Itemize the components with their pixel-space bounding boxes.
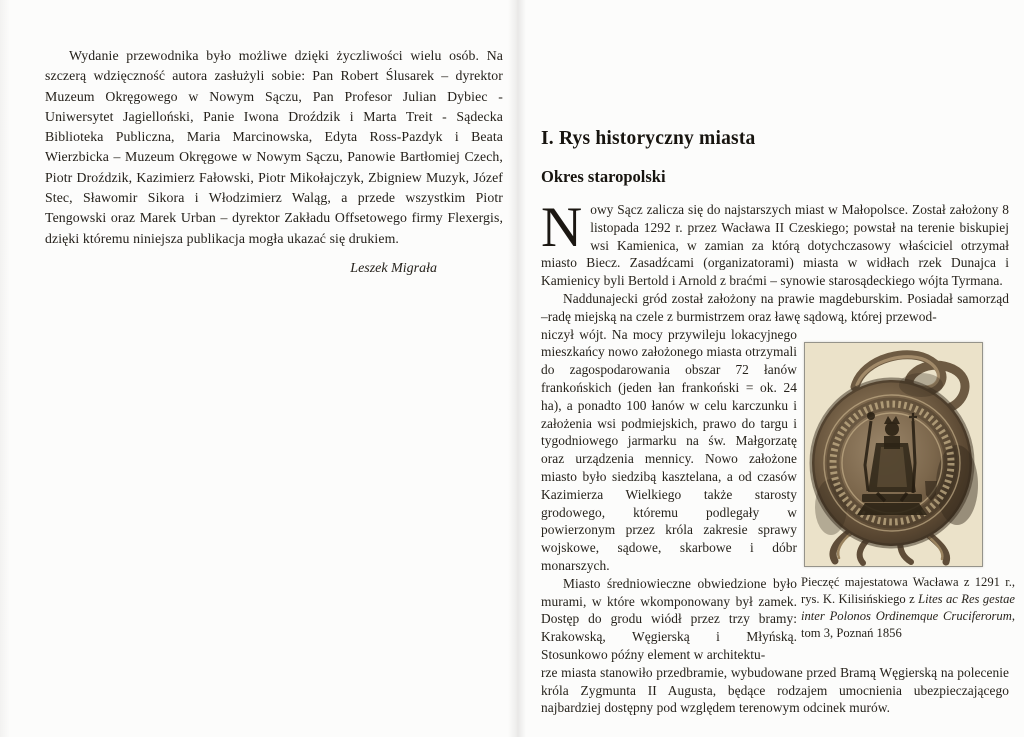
page-gutter-shadow — [508, 0, 526, 737]
opening-paragraph — [541, 196, 1009, 290]
author-signature: Leszek Migrała — [350, 260, 437, 276]
paragraph-magdeburg-fullwidth: Naddunajecki gród został założony na prawie magdeburskim. Posiadał samorząd –radę miejską na czele z burmistrzem oraz ławę sądową, której przewod- — [541, 290, 1009, 324]
scan-left-edge — [0, 0, 10, 737]
figure-caption — [801, 574, 1015, 642]
paragraph-magdeburg-wrapped: niczył wójt. Na mocy przywileju lokacyjnego mieszkańcy nowo założonego miasta otrzymali do zagospodarowania obszar 72 łanów frankońskich (jeden łan frankoński = ok. 24 ha), a ponadto 100 łanów w celu karczunku i założenia wsi podmiejskich, prawo do targu i tygodniowego jarmarku na św. Małgorzatę oraz urządzenia mennicy. Nowo założone miasto było siedzibą kasztelana, a od czasów Kazimierza Wielkiego także starosty grodowego, któremu podlegały w powierzonym przez króla zakresie sprawy wojskowe, sądowe, skarbowe i dóbr monarszych. — [541, 326, 797, 573]
wax-seal-image — [805, 343, 982, 566]
seal-figure — [804, 342, 983, 567]
page-left — [45, 46, 503, 277]
caption-text-start: Pieczęć majestatowa Wacława z 1291 r., rys. K. Kilisińskiego z — [801, 575, 1015, 606]
caption-source-title: Lites ac Res gestae inter Polonos Ordinemque Cruciferorum — [801, 592, 1015, 623]
paragraph-medieval-town-fullwidth: rze miasta stanowiło przedbramie, wybudowane przed Bramą Węgierską na polecenie króla Zygmunta II Augusta, będące rodzajem umocnienia ubezpieczającego najbardziej dostępny pod względem terenowym odcinek murów. — [541, 664, 1009, 716]
caption-text-end: , tom 3, Poznań 1856 — [801, 609, 1015, 640]
drop-cap: N — [541, 196, 583, 259]
page-right — [541, 128, 1015, 717]
acknowledgments-paragraph: Wydanie przewodnika było możliwe dzięki życzliwości wielu osób. Na szczerą wdzięczność autora zasłużyli sobie: Pan Robert Ślusarek – dyrektor Muzeum Okręgowego w Nowym Sączu, Pan Profesor Julian Dybiec - Uniwersytet Jagielloński, Panie Iwona Droździk i Marta Treit - Sądecka Biblioteka Publiczna, Maria Marcinowska, Edyta Ross-Pazdyk i Beata Wierzbicka – Muzeum Okręgowe w Nowym Sączu, Panowie Bartłomiej Czech, Piotr Droździk, Kazimierz Fałowski, Piotr Mikołajczyk, Zbigniew Muzyk, Józef Stec, Sławomir Sikora i Włodzimierz Waląg, a przede wszystkim Piotr Tengowski oraz Marek Urban – dyrektor Zakładu Offsetowego firmy Flexergis, dzięki któremu niniejsza publikacja mogła ukazać się drukiem. — [45, 48, 503, 246]
chapter-title: I. Rys historyczny miasta — [541, 128, 756, 149]
text-column-beside-figure — [541, 326, 797, 664]
opening-paragraph-text: owy Sącz zalicza się do najstarszych miast w Małopolsce. Został założony 8 listopada 1292 r. przez Wacława II Czeskiego; powstał na terenie biskupiej wsi Kamienica, w zamian za którą dotychczasowy właściciel otrzymał miasto Biecz. Zasadźcami (organizatorami) miasta w widłach rzek Dunajca i Kamienicy byli Bertold i Arnold z braćmi – synowie starosądeckiego wójta Tyrmana. — [541, 202, 1009, 289]
section-title: Okres staropolski — [541, 167, 666, 186]
paragraph-medieval-town-wrapped: Miasto średniowieczne obwiedzione było murami, w które wkomponowany był zamek. Dostęp do grodu wiódł przez trzy bramy: Krakowską, Węgierską i Młyńską. Stosunkowo późny element w architektu- — [541, 575, 797, 662]
